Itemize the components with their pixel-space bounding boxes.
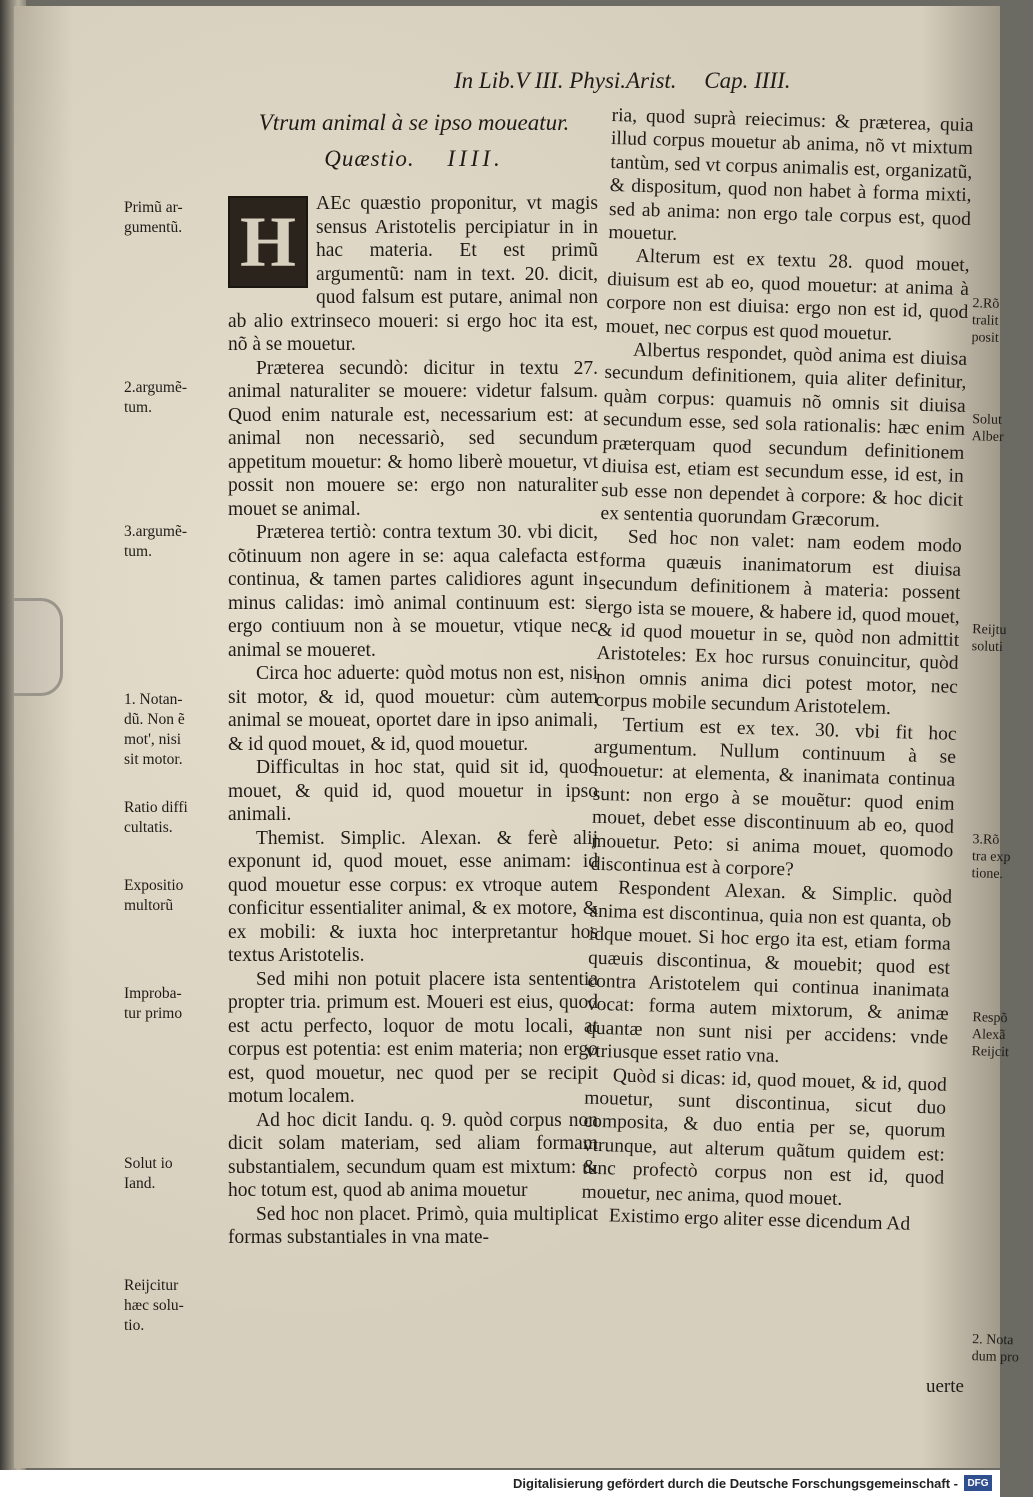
decorated-initial-h: H [228, 196, 308, 288]
paragraph: ria, quod suprà reiecimus: & præterea, quia illud corpus mouetur ab anima, nõ vt mixtum tantùm, sed vt corpus animalis est, organizatũ, & dispositum, quod non habet à forma mixti, sed ab anima: non ergo tale corpus est, quod mouetur. [608, 104, 974, 245]
right-text-column [581, 104, 974, 1237]
margin-note: 2.Rõ tralit posit [971, 296, 1000, 346]
paragraph: Quòd si dicas: id, quod mouet, & id, quod mouetur, sunt discontinua, sicut duo composita, & duo entia per se, quorum vtrunque, aut alterum quãtum quidem est: tunc profectò corpus non est id, quod mouetur, nec anima, quod mouet. [581, 1065, 948, 1210]
margin-note: 3.argumẽ- tum. [124, 523, 187, 560]
margin-note: Primũ ar- gumentũ. [124, 199, 183, 236]
funding-notice: Digitalisierung gefördert durch die Deutsche Forschungsgemeinschaft - [513, 1476, 958, 1491]
paragraph: Sed hoc non valet: nam eodem modo forma quæuis inanimatorum est diuisa secundum definitionem à materia: possent ergo ista se mouere, & habere id, quod mouet, & id quod mouetur in se, quòd non admittit Aristoteles: Ex hoc rursus conuincitur, quòd non omnis anima dici potest motor, nec corpus mobile secundum Aristotelem. [595, 526, 963, 720]
running-head [454, 68, 854, 94]
left-text-column [228, 192, 598, 1250]
margin-note: 2.argumẽ- tum. [124, 379, 187, 416]
paragraph: Sed mihi non potuit placere ista sententia propter tria. primum est. Moueri est eius, quod est actu perfecto, loquor de motu locali, at corpus est potentia: est enim materia; non ergo est, quod mouetur, nec quod per se recipit motum localem. [228, 968, 598, 1107]
margin-note: Ratio diffi cultatis. [124, 799, 188, 836]
dfg-logo: DFG [964, 1475, 992, 1491]
paragraph: Themist. Simplic. Alexan. & ferè alij exponunt id, quod mouet, esse animam: id quod mouetur esse corpus: ex vtroque autem conficitur essentialiter animal, & ex motore, & ex mobili: & iuxta hoc interpretantur hos textus Aristotelis. [228, 827, 598, 966]
paragraph: Albertus respondet, quòd anima est diuisa secundum definitionem, quia aliter definitur, quàm corpus: quamuis nõ omnis sit diuisa secundum esse, sed sola rationalis: hæc enim præterquam quod secundum definitionem diuisa est, etiam est secundum esse, id est, in sub esse non dependet à corpore: & hoc dicit ex sententia quorundam Græcorum. [600, 339, 968, 532]
margin-note: Expositio multorũ [124, 877, 184, 914]
question-number: IIII. [447, 146, 504, 171]
paragraph: Sed hoc non placet. Primò, quia multiplicat formas substantiales in vna mate- [228, 1203, 598, 1248]
paragraph: Præterea tertiò: contra textum 30. vbi dicit, cõtinuum non agere in se: aqua calefacta est continua, & tamen partes calidiores agunt in minus calidas: imò animal continuum est: si ergo contiuum non à se mouetur, vtique nec animal se moueret. [228, 522, 598, 661]
paragraph-text: AEc quæstio proponitur, vt magis sensus Aristotelis percipiatur in in hac materia. Et est primũ argumentũ: nam in text. 20. dicit, quod falsum est putare, animal non ab alio extrinseco moueri: si ergo hoc ita est, nõ à se mouetur. [228, 193, 598, 355]
margin-note: Solut Alber [971, 412, 1004, 446]
book-page [14, 6, 1020, 1468]
paragraph: Existimo ergo aliter esse dicendum Ad [608, 1205, 911, 1235]
paragraph: Alterum est ex textu 28. quod mouet, diuisum est ab eo, quod mouetur: at anima à corpore non est diuisa: ergo non est id, quod mouet, nec corpus est quod mouetur. [605, 246, 970, 345]
paragraph: Præterea secundò: dicitur in textu 27. animal naturaliter se mouere: videtur falsum. Quod enim naturale est, necessarium est: at animal non necessariò, sed secundum appetitum mouetur: & homo liberè mouetur, vt possit non mouere se: ergo non naturaliter mouet se animal. [228, 357, 598, 520]
margin-note: Respõ Alexã Reijcit [971, 1010, 1010, 1061]
paragraph: Difficultas in hoc stat, quid sit id, quod mouet, & quid id, quod mouetur in ipso animali. [228, 757, 598, 825]
margin-note: Reijcitur hæc solu- tio. [124, 1277, 184, 1334]
margin-note: Improba- tur primo [124, 985, 183, 1022]
paragraph: Tertium est ex tex. 30. vbi fit hoc argumentum. Nullum continuum à se mouetur: at elementa, & inanimata continua sunt: non ergo à se mouẽtur: quod enim mouet, debet esse discontinuum ab eo, quod mouetur. Peto: si anima mouet, quomodo discontinua est à corpore? [590, 714, 957, 881]
paragraph: Ad hoc dicit Iandu. q. 9. quòd corpus non dicit solam materiam, sed aliam formam substantialem, secundum quam est mixtum: & hoc totum est, quod ab anima mouetur [228, 1109, 598, 1201]
running-head-left: In Lib.V III. Physi.Arist. [454, 68, 677, 93]
footer-bar [0, 1470, 1000, 1497]
question-title: Vtrum animal à se ipso moueatur. [258, 110, 570, 135]
running-head-right: Cap. IIII. [704, 68, 791, 93]
page-clip [14, 598, 63, 696]
margin-note: 1. Notan- dũ. Non ẽ mot', nisi sit motor. [124, 691, 185, 768]
catchword: uerte [926, 1376, 964, 1397]
question-label: Quæstio. [324, 146, 415, 171]
right-margin-notes [971, 6, 1020, 1468]
margin-note: Solut io Iand. [124, 1155, 173, 1192]
margin-note: 2. Nota dum pro [971, 1332, 1020, 1366]
paragraph [228, 192, 598, 357]
margin-note: Reijtu soluti [971, 622, 1007, 656]
paragraph: Respondent Alexan. & Simplic. quòd anima est discontinua, quia non est quanta, ob idque mouet. Si hoc ergo ita est, etiam forma quæuis discontinua, & mouebit; quod est contra Aristotelem qui continua inanimata vocat: forma autem mixtorum, & animæ quantæ non sunt nisi per accidens: vnde vtriusque esset ratio vna. [585, 877, 953, 1068]
margin-note: 3.Rõ tra exp tione. [971, 832, 1011, 883]
question-subtitle [244, 146, 584, 172]
paragraph: Circa hoc aduerte: quòd motus non est, nisi sit motor, & id, quod mouetur: cùm autem animal se moueat, oportet dare in ipso animali, & id quod mouet, & id, quod mouetur. [228, 663, 598, 755]
